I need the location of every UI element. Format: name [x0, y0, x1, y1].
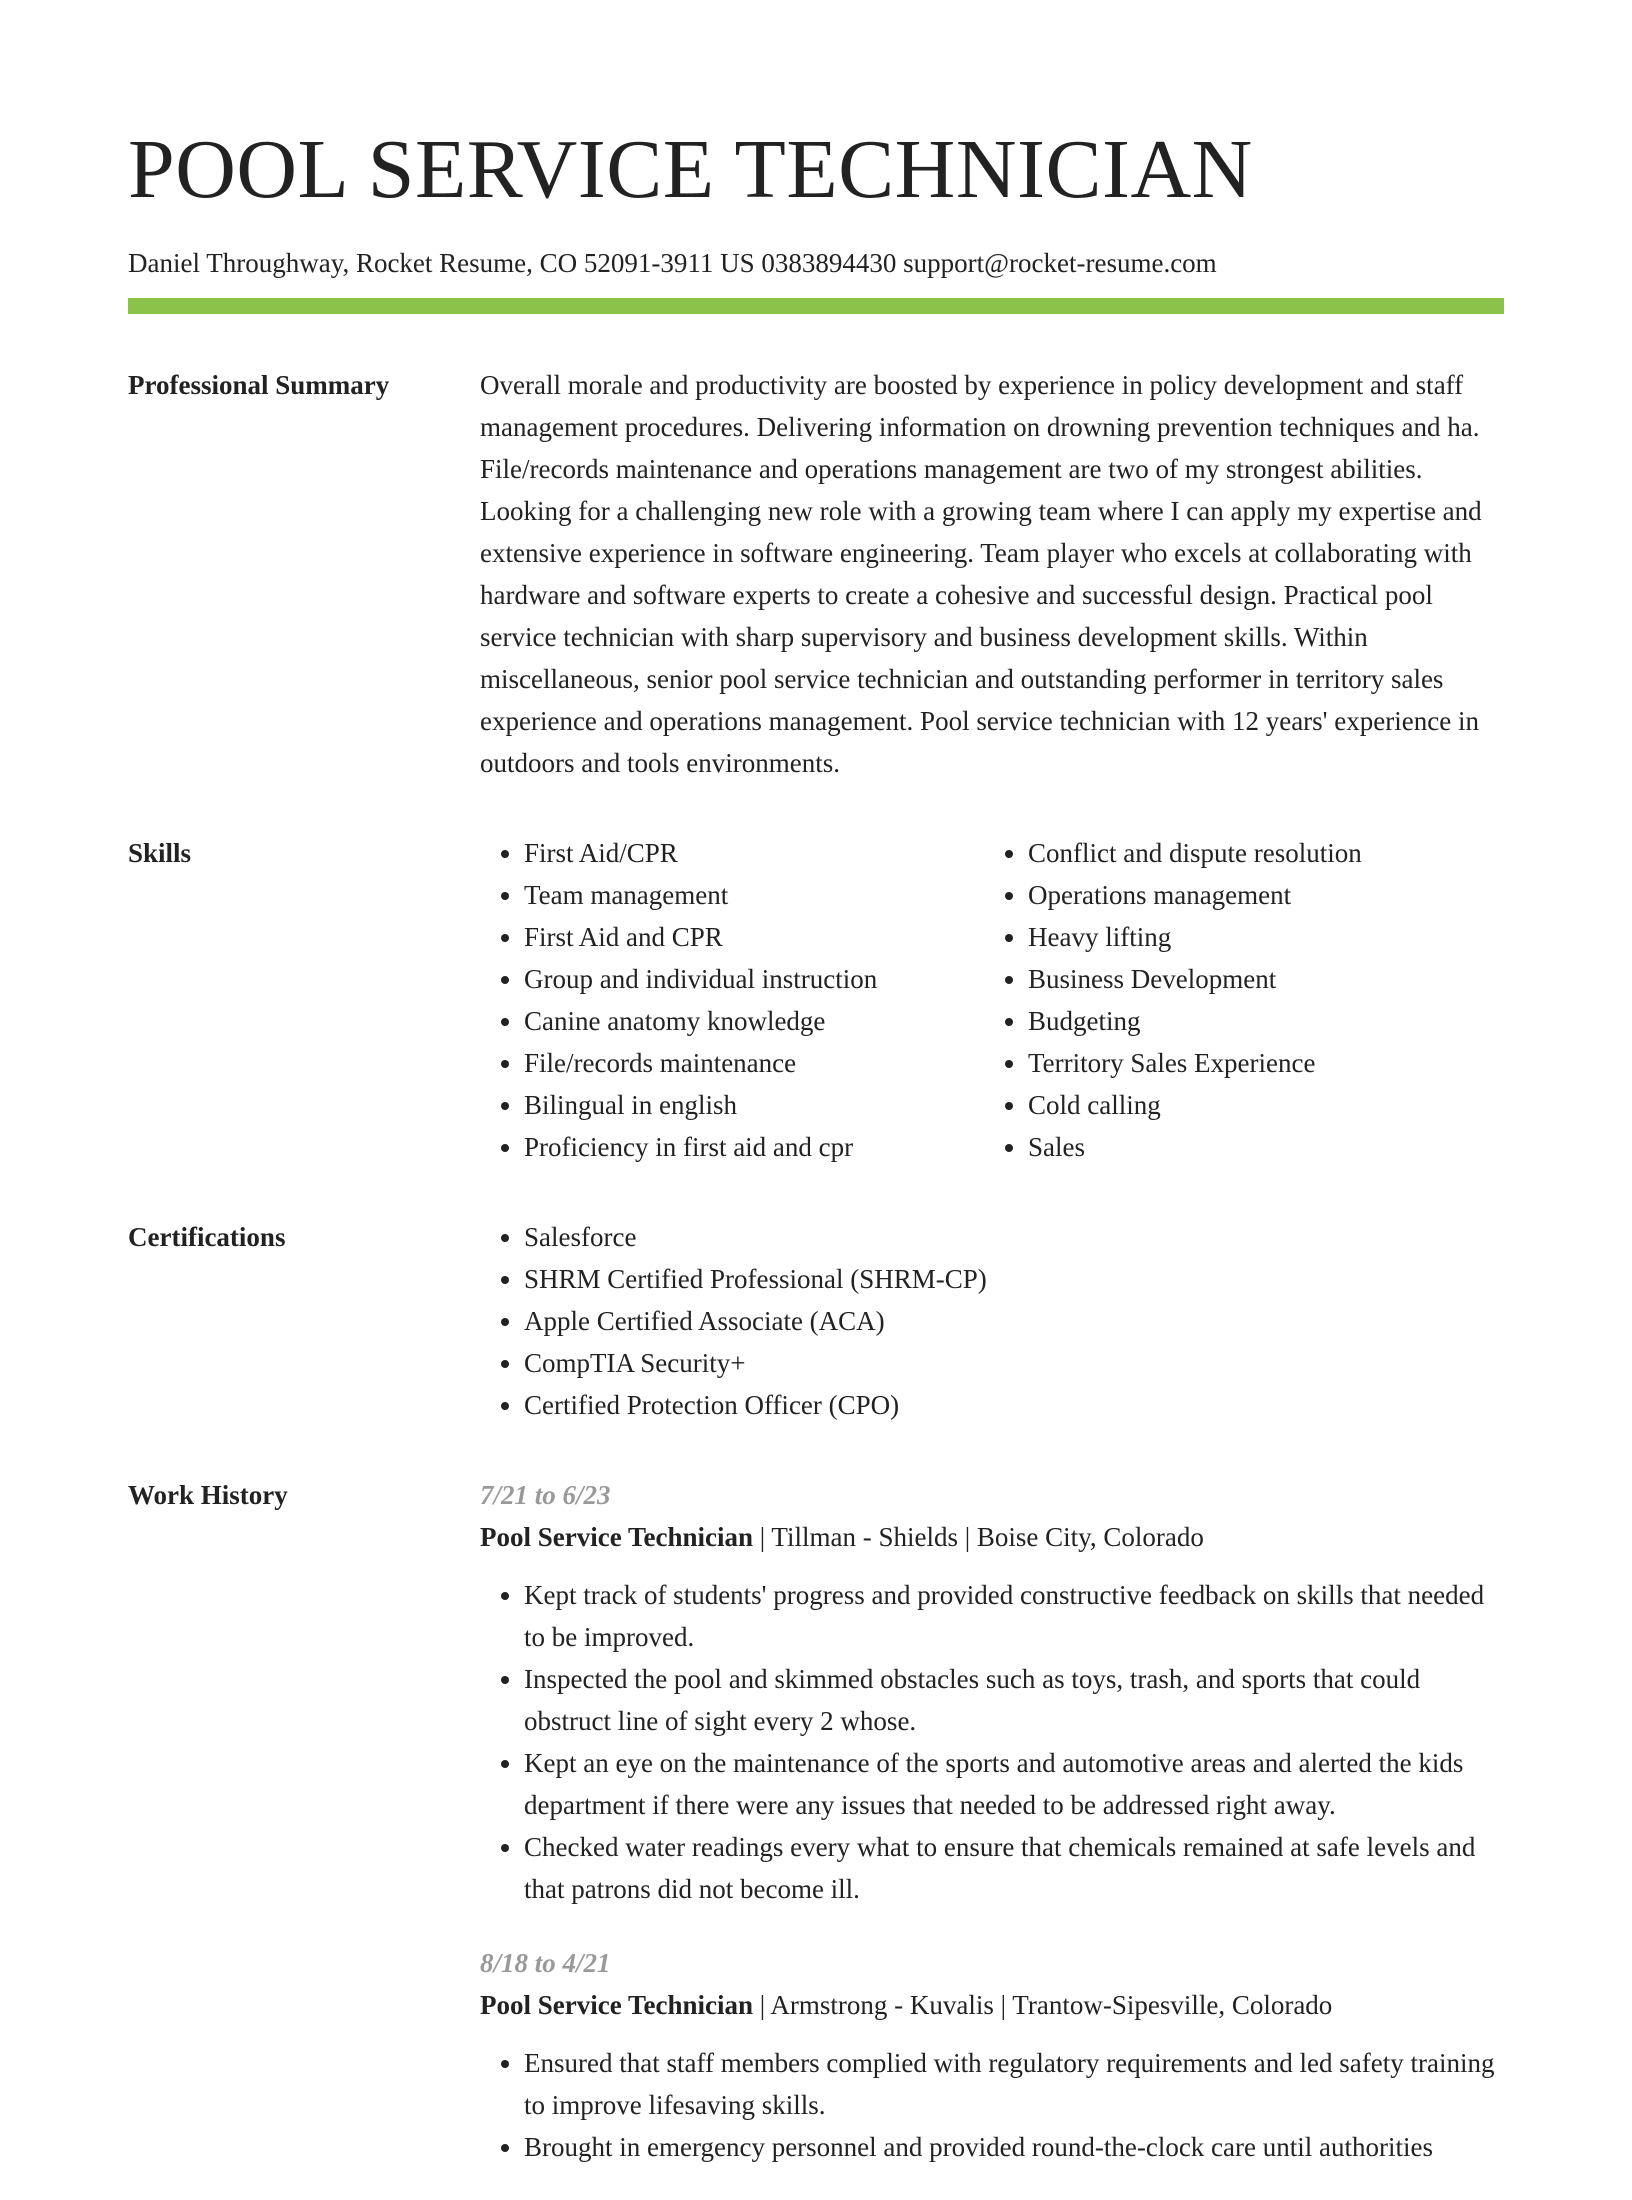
skill-item: • Bilingual in english — [524, 1084, 984, 1126]
job-bullet: • Kept track of students' progress and provided constructive feedback on skills that needed to be improved. — [524, 1574, 1504, 1658]
skill-item: • Team management — [524, 874, 984, 916]
certification-item: • Certified Protection Officer (CPO) — [524, 1384, 1504, 1426]
skills-column-left — [480, 832, 984, 1168]
skill-item: • Heavy lifting — [1028, 916, 1488, 958]
section-label-certifications: Certifications — [128, 1222, 286, 1252]
job-bullet: • Ensured that staff members complied with regulatory requirements and led safety training to improve lifesaving skills. — [524, 2042, 1504, 2126]
skill-item: • Territory Sales Experience — [1028, 1042, 1488, 1084]
certifications-body — [480, 1216, 1504, 1426]
job-dates: 7/21 to 6/23 — [480, 1480, 611, 1510]
certification-item: • CompTIA Security+ — [524, 1342, 1504, 1384]
job-entry — [480, 1474, 1504, 1910]
skills-grid — [480, 832, 1504, 1168]
job-bullet: • Brought in emergency personnel and provided round-the-clock care until authorities — [524, 2126, 1504, 2168]
contact-line: Daniel Throughway, Rocket Resume, CO 52091-3911 US 0383894430 support@rocket-resume.com — [128, 248, 1217, 278]
job-bullet: • Inspected the pool and skimmed obstacles such as toys, trash, and sports that could obstruct line of sight every 2 whose. — [524, 1658, 1504, 1742]
skill-item: • Group and individual instruction — [524, 958, 984, 1000]
header-divider — [128, 298, 1504, 314]
skill-item: • First Aid/CPR — [524, 832, 984, 874]
skill-item: • Cold calling — [1028, 1084, 1488, 1126]
section-label-skills: Skills — [128, 838, 192, 868]
skill-item: • Business Development — [1028, 958, 1488, 1000]
job-heading — [480, 1984, 1504, 2026]
skills-list-right — [984, 832, 1488, 1168]
skills-body — [480, 832, 1504, 1168]
certification-item: • Salesforce — [524, 1216, 1504, 1258]
skill-item: • Sales — [1028, 1126, 1488, 1168]
certification-item: • SHRM Certified Professional (SHRM-CP) — [524, 1258, 1504, 1300]
skill-item: • First Aid and CPR — [524, 916, 984, 958]
certifications-section — [128, 1216, 1504, 1426]
summary-text: Overall morale and productivity are boosted by experience in policy development and staff management procedures. Delivering information on drowning prevention techniques and ha. File/records maintenance and operations management are two of my strongest abilities. Looking for a challenging new role with a growing team where I can apply my expertise and extensive experience in software engineering. Team player who excels at collaborating with hardware and software experts to create a cohesive and successful design. Practical pool service technician with sharp supervisory and business development skills. Within miscellaneous, senior pool service technician and outstanding performer in territory sales experience and operations management. Pool service technician with 12 years' experience in outdoors and tools environments. — [480, 370, 1482, 778]
certification-item: • Apple Certified Associate (ACA) — [524, 1300, 1504, 1342]
job-details: | Armstrong - Kuvalis | Trantow-Sipesville, Colorado — [753, 1990, 1333, 2020]
skill-item: • File/records maintenance — [524, 1042, 984, 1084]
skill-item: • Canine anatomy knowledge — [524, 1000, 984, 1042]
resume-page — [128, 0, 1504, 2200]
skill-item: • Conflict and dispute resolution — [1028, 832, 1488, 874]
job-dates: 8/18 to 4/21 — [480, 1948, 611, 1978]
job-bullet: • Kept an eye on the maintenance of the sports and automotive areas and alerted the kids department if there were any issues that needed to be addressed right away. — [524, 1742, 1504, 1826]
resume-title: POOL SERVICE TECHNICIAN — [128, 123, 1253, 216]
section-label-summary: Professional Summary — [128, 370, 390, 400]
work-history-section — [128, 1474, 1504, 2200]
certifications-list — [480, 1216, 1504, 1426]
skill-item: • Budgeting — [1028, 1000, 1488, 1042]
job-title: Pool Service Technician — [480, 1990, 753, 2020]
job-bullet: • Checked water readings every what to ensure that chemicals remained at safe levels and that patrons did not become ill. — [524, 1826, 1504, 1910]
work-history-body — [480, 1474, 1504, 2200]
skills-column-right — [984, 832, 1488, 1168]
summary-section — [128, 364, 1504, 784]
section-label-work-history: Work History — [128, 1480, 288, 1510]
skills-section — [128, 832, 1504, 1168]
job-entry — [480, 1942, 1504, 2168]
job-title: Pool Service Technician — [480, 1522, 753, 1552]
skill-item: • Operations management — [1028, 874, 1488, 916]
job-details: | Tillman - Shields | Boise City, Colorado — [753, 1522, 1204, 1552]
job-heading — [480, 1516, 1504, 1558]
skills-list-left — [480, 832, 984, 1168]
job-bullets — [480, 1574, 1504, 1910]
skill-item: • Proficiency in first aid and cpr — [524, 1126, 984, 1168]
job-bullets — [480, 2042, 1504, 2168]
summary-body — [480, 364, 1504, 784]
